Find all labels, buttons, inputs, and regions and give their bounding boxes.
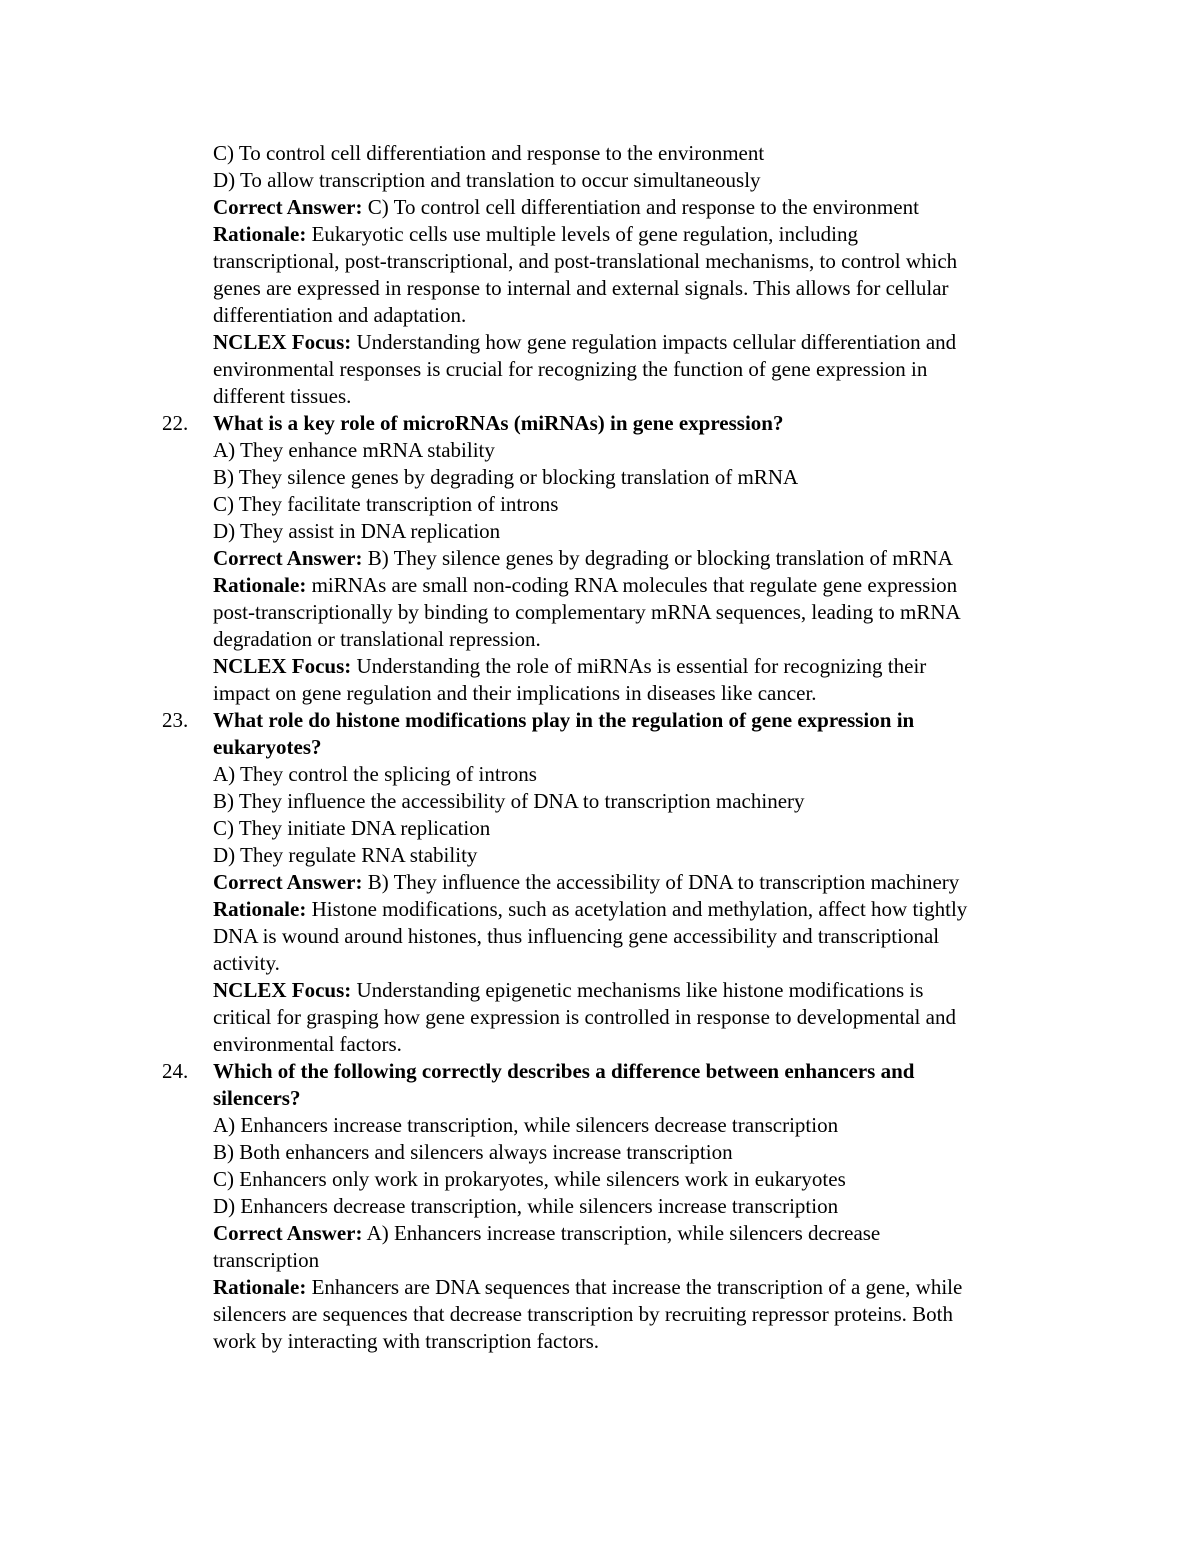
q22-nclex-focus <box>213 653 1073 680</box>
q21-correct-answer <box>213 194 1073 221</box>
document-body <box>0 140 1200 1355</box>
correct-answer-text: C) To control cell differentiation and response to the environment <box>362 195 919 219</box>
q21-option-c: C) To control cell differentiation and response to the environment <box>213 141 765 165</box>
q24-question <box>162 1058 1073 1085</box>
rationale-text: Enhancers are DNA sequences that increase the transcription of a gene, while <box>306 1275 963 1299</box>
q21-rationale-line: differentiation and adaptation. <box>213 303 467 327</box>
question-number: 24. <box>162 1059 189 1083</box>
q24-rationale-line: work by interacting with transcription factors. <box>213 1329 600 1353</box>
q23-focus-line: environmental factors. <box>213 1032 402 1056</box>
q22-option-b: B) They silence genes by degrading or blocking translation of mRNA <box>213 465 799 489</box>
nclex-focus-label: NCLEX Focus: <box>213 654 352 678</box>
question-text: Which of the following correctly describes a difference between enhancers and <box>213 1059 915 1083</box>
q23-option-d: D) They regulate RNA stability <box>213 843 478 867</box>
q23-rationale-line: DNA is wound around histones, thus influencing gene accessibility and transcriptional <box>213 924 940 948</box>
correct-answer-label: Correct Answer: <box>213 546 363 570</box>
q24-question-line: silencers? <box>213 1086 301 1110</box>
correct-answer-text: B) They silence genes by degrading or blocking translation of mRNA <box>362 546 953 570</box>
q23-option-a: A) They control the splicing of introns <box>213 762 537 786</box>
q21-rationale-line: genes are expressed in response to internal and external signals. This allows for cellular <box>213 276 949 300</box>
nclex-focus-label: NCLEX Focus: <box>213 330 352 354</box>
q23-option-c: C) They initiate DNA replication <box>213 816 491 840</box>
q22-focus-line: impact on gene regulation and their implications in diseases like cancer. <box>213 681 817 705</box>
q23-rationale-line: activity. <box>213 951 280 975</box>
correct-answer-text: A) Enhancers increase transcription, while silencers decrease <box>362 1221 881 1245</box>
q24-rationale-line: silencers are sequences that decrease transcription by recruiting repressor proteins. Both <box>213 1302 953 1326</box>
nclex-focus-label: NCLEX Focus: <box>213 978 352 1002</box>
q21-focus-line: different tissues. <box>213 384 352 408</box>
q24-correct-answer <box>213 1220 1073 1247</box>
q24-option-c: C) Enhancers only work in prokaryotes, while silencers work in eukaryotes <box>213 1167 846 1191</box>
question-number: 23. <box>162 708 189 732</box>
q21-nclex-focus <box>213 329 1073 356</box>
q22-question <box>162 410 1073 437</box>
q24-option-a: A) Enhancers increase transcription, while silencers decrease transcription <box>213 1113 839 1137</box>
q24-correct-line: transcription <box>213 1248 320 1272</box>
q21-rationale-line: transcriptional, post-transcriptional, and post-translational mechanisms, to control which <box>213 249 958 273</box>
rationale-text: Eukaryotic cells use multiple levels of gene regulation, including <box>306 222 859 246</box>
question-number: 22. <box>162 411 189 435</box>
q21-rationale <box>213 221 1073 248</box>
rationale-label: Rationale: <box>213 222 307 246</box>
q22-rationale <box>213 572 1073 599</box>
nclex-focus-text: Understanding how gene regulation impacts cellular differentiation and <box>351 330 957 354</box>
rationale-label: Rationale: <box>213 897 307 921</box>
q23-question <box>162 707 1073 734</box>
rationale-label: Rationale: <box>213 573 307 597</box>
q22-option-d: D) They assist in DNA replication <box>213 519 501 543</box>
rationale-text: Histone modifications, such as acetylation and methylation, affect how tightly <box>306 897 968 921</box>
correct-answer-label: Correct Answer: <box>213 195 363 219</box>
correct-answer-label: Correct Answer: <box>213 870 363 894</box>
q22-option-a: A) They enhance mRNA stability <box>213 438 495 462</box>
correct-answer-text: B) They influence the accessibility of DNA to transcription machinery <box>362 870 960 894</box>
rationale-label: Rationale: <box>213 1275 307 1299</box>
nclex-focus-text: Understanding epigenetic mechanisms like histone modifications is <box>351 978 924 1002</box>
question-text: What role do histone modifications play in the regulation of gene expression in <box>213 708 915 732</box>
q23-focus-line: critical for grasping how gene expression is controlled in response to developmental and <box>213 1005 956 1029</box>
q23-correct-answer <box>213 869 1073 896</box>
q23-option-b: B) They influence the accessibility of DNA to transcription machinery <box>213 789 805 813</box>
q24-option-d: D) Enhancers decrease transcription, while silencers increase transcription <box>213 1194 839 1218</box>
q23-nclex-focus <box>213 977 1073 1004</box>
q23-rationale <box>213 896 1073 923</box>
q24-rationale <box>213 1274 1073 1301</box>
nclex-focus-text: Understanding the role of miRNAs is essential for recognizing their <box>351 654 927 678</box>
question-text: What is a key role of microRNAs (miRNAs) in gene expression? <box>213 411 784 435</box>
q24-option-b: B) Both enhancers and silencers always increase transcription <box>213 1140 733 1164</box>
correct-answer-label: Correct Answer: <box>213 1221 363 1245</box>
q22-rationale-line: post-transcriptionally by binding to complementary mRNA sequences, leading to mRNA <box>213 600 961 624</box>
q22-option-c: C) They facilitate transcription of introns <box>213 492 559 516</box>
q22-rationale-line: degradation or translational repression. <box>213 627 541 651</box>
q23-question-line: eukaryotes? <box>213 735 322 759</box>
q22-correct-answer <box>213 545 1073 572</box>
rationale-text: miRNAs are small non-coding RNA molecules that regulate gene expression <box>306 573 958 597</box>
q21-option-d: D) To allow transcription and translation to occur simultaneously <box>213 168 761 192</box>
q21-focus-line: environmental responses is crucial for recognizing the function of gene expression in <box>213 357 928 381</box>
